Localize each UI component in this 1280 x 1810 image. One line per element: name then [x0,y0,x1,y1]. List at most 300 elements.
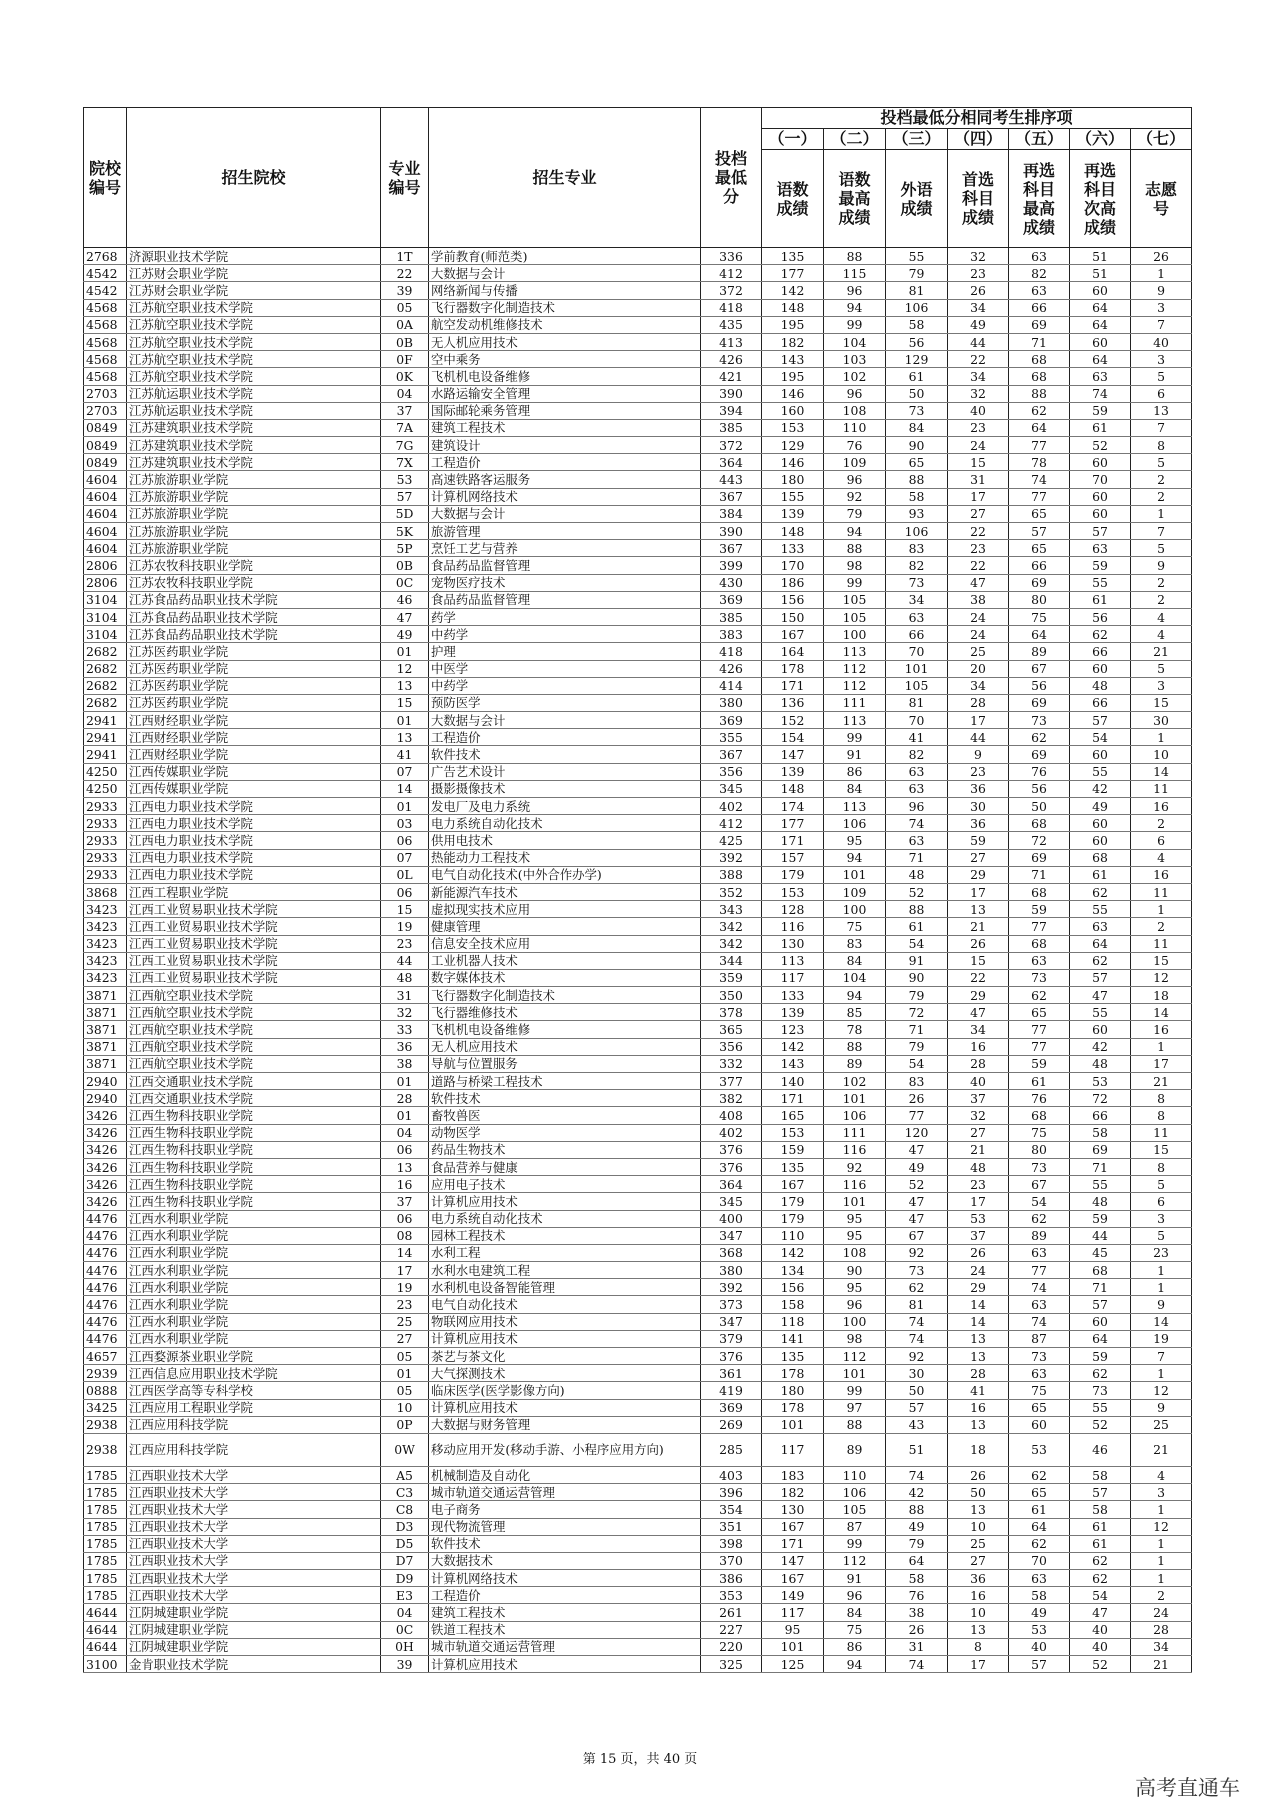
cell-foreign-lang: 88 [886,901,948,918]
watermark-text: 高考直通车 [1135,1776,1240,1800]
cell-major-name: 食品药品监督管理 [429,591,701,608]
sort-item-number: （七） [1131,129,1192,150]
cell-reselect-second: 55 [1070,1004,1131,1021]
cell-foreign-lang: 92 [886,1348,948,1365]
cell-school-name: 江苏航空职业技术学院 [127,316,381,333]
cell-school-name: 江西应用科技学院 [127,1416,381,1433]
cell-chinese-math-max: 113 [824,643,886,660]
cell-chinese-math-max: 84 [824,780,886,797]
cell-reselect-second: 60 [1070,505,1131,522]
cell-reselect-max: 78 [1009,454,1070,471]
table-row [84,1484,1192,1501]
cell-min-score: 361 [701,1365,762,1382]
cell-school-code: 4568 [84,299,127,316]
cell-first-subject: 23 [948,265,1009,282]
cell-school-code: 3423 [84,952,127,969]
cell-chinese-math: 153 [762,1124,824,1141]
cell-chinese-math-max: 88 [824,1038,886,1055]
cell-school-name: 江西水利职业学院 [127,1296,381,1313]
cell-min-score: 430 [701,574,762,591]
cell-school-name: 江西航空职业技术学院 [127,1021,381,1038]
cell-min-score: 356 [701,1038,762,1055]
cell-major-code: 15 [381,694,429,711]
cell-min-score: 373 [701,1296,762,1313]
cell-foreign-lang: 65 [886,454,948,471]
cell-major-code: 0B [381,333,429,350]
cell-reselect-max: 68 [1009,368,1070,385]
cell-school-name: 江西信息应用职业技术学院 [127,1365,381,1382]
cell-reselect-second: 60 [1070,660,1131,677]
cell-major-name: 食品药品监督管理 [429,557,701,574]
cell-chinese-math-max: 100 [824,1313,886,1330]
table-row [84,1621,1192,1638]
cell-major-name: 工程造价 [429,1587,701,1604]
cell-major-code: 16 [381,1176,429,1193]
cell-school-code: 2768 [84,248,127,265]
cell-reselect-second: 48 [1070,1193,1131,1210]
cell-major-code: 36 [381,1038,429,1055]
cell-foreign-lang: 58 [886,316,948,333]
cell-major-name: 烹饪工艺与营养 [429,540,701,557]
cell-school-name: 江西财经职业学院 [127,746,381,763]
cell-school-code: 4604 [84,505,127,522]
cell-major-code: 0H [381,1638,429,1655]
table-row [84,1552,1192,1569]
table-row [84,351,1192,368]
cell-chinese-math-max: 105 [824,1501,886,1518]
cell-first-subject: 17 [948,488,1009,505]
cell-first-subject: 15 [948,454,1009,471]
cell-first-subject: 26 [948,935,1009,952]
cell-school-name: 江苏食品药品职业技术学院 [127,591,381,608]
table-row [84,248,1192,265]
cell-reselect-max: 63 [1009,1570,1070,1587]
cell-major-code: 05 [381,299,429,316]
cell-foreign-lang: 50 [886,385,948,402]
cell-major-code: 01 [381,1107,429,1124]
cell-min-score: 398 [701,1535,762,1552]
cell-first-subject: 36 [948,1570,1009,1587]
cell-min-score: 269 [701,1416,762,1433]
cell-chinese-math: 110 [762,1227,824,1244]
cell-chinese-math-max: 112 [824,1348,886,1365]
cell-reselect-max: 67 [1009,1176,1070,1193]
cell-chinese-math: 116 [762,918,824,935]
cell-major-code: 0C [381,1621,429,1638]
cell-first-subject: 17 [948,883,1009,900]
cell-chinese-math-max: 106 [824,1484,886,1501]
cell-major-code: D5 [381,1535,429,1552]
cell-major-name: 大数据与财务管理 [429,1416,701,1433]
cell-reselect-second: 68 [1070,1262,1131,1279]
cell-min-score: 396 [701,1484,762,1501]
cell-school-name: 江苏航空职业技术学院 [127,299,381,316]
cell-chinese-math: 146 [762,454,824,471]
cell-min-score: 380 [701,1262,762,1279]
cell-major-name: 空中乘务 [429,351,701,368]
cell-min-score: 364 [701,454,762,471]
cell-chinese-math: 135 [762,1348,824,1365]
cell-school-code: 4604 [84,540,127,557]
cell-chinese-math-max: 103 [824,351,886,368]
cell-school-code: 3104 [84,608,127,625]
cell-foreign-lang: 50 [886,1382,948,1399]
cell-preference-no: 4 [1131,608,1192,625]
table-row [84,798,1192,815]
cell-school-code: 2682 [84,694,127,711]
cell-reselect-max: 67 [1009,660,1070,677]
cell-school-code: 4568 [84,333,127,350]
cell-major-name: 移动应用开发(移动手游、小程序应用方向) [429,1433,701,1466]
cell-reselect-second: 69 [1070,1141,1131,1158]
cell-chinese-math: 135 [762,248,824,265]
cell-major-name: 旅游管理 [429,523,701,540]
cell-min-score: 367 [701,746,762,763]
cell-major-name: 电力系统自动化技术 [429,815,701,832]
cell-school-code: 4250 [84,763,127,780]
cell-preference-no: 15 [1131,952,1192,969]
cell-major-name: 工程造价 [429,729,701,746]
cell-reselect-max: 64 [1009,626,1070,643]
cell-major-code: D7 [381,1552,429,1569]
cell-major-name: 水利机电设备智能管理 [429,1279,701,1296]
cell-major-name: 食品营养与健康 [429,1158,701,1175]
cell-school-name: 江苏旅游职业学院 [127,523,381,540]
cell-min-score: 426 [701,660,762,677]
cell-chinese-math-max: 99 [824,1382,886,1399]
cell-chinese-math: 147 [762,746,824,763]
table-row [84,1330,1192,1347]
cell-min-score: 412 [701,265,762,282]
cell-chinese-math: 153 [762,419,824,436]
cell-major-name: 临床医学(医学影像方向) [429,1382,701,1399]
cell-school-name: 江西职业技术大学 [127,1552,381,1569]
cell-chinese-math: 143 [762,351,824,368]
cell-chinese-math: 182 [762,1484,824,1501]
cell-reselect-max: 63 [1009,952,1070,969]
cell-major-code: 31 [381,987,429,1004]
cell-school-code: 3426 [84,1193,127,1210]
cell-school-code: 3426 [84,1107,127,1124]
cell-chinese-math: 142 [762,1038,824,1055]
cell-chinese-math-max: 89 [824,1055,886,1072]
cell-first-subject: 36 [948,815,1009,832]
cell-reselect-second: 66 [1070,643,1131,660]
cell-school-code: 4476 [84,1244,127,1261]
cell-preference-no: 14 [1131,763,1192,780]
table-row [84,952,1192,969]
cell-first-subject: 30 [948,798,1009,815]
table-row [84,866,1192,883]
cell-chinese-math: 117 [762,969,824,986]
cell-reselect-second: 62 [1070,1552,1131,1569]
cell-school-name: 江苏旅游职业学院 [127,540,381,557]
cell-reselect-max: 87 [1009,1330,1070,1347]
cell-reselect-second: 46 [1070,1433,1131,1466]
cell-chinese-math-max: 104 [824,333,886,350]
cell-reselect-max: 50 [1009,798,1070,815]
cell-major-name: 飞机机电设备维修 [429,1021,701,1038]
cell-min-score: 403 [701,1466,762,1483]
cell-chinese-math-max: 101 [824,1090,886,1107]
cell-preference-no: 26 [1131,248,1192,265]
cell-school-code: 2682 [84,677,127,694]
cell-reselect-max: 77 [1009,918,1070,935]
cell-min-score: 261 [701,1604,762,1621]
cell-reselect-second: 48 [1070,677,1131,694]
table-row [84,1433,1192,1466]
cell-school-name: 江西职业技术大学 [127,1587,381,1604]
cell-preference-no: 8 [1131,437,1192,454]
cell-preference-no: 12 [1131,1518,1192,1535]
cell-major-name: 飞行器维修技术 [429,1004,701,1021]
cell-foreign-lang: 31 [886,1638,948,1655]
cell-min-score: 364 [701,1176,762,1193]
cell-chinese-math-max: 98 [824,1330,886,1347]
cell-min-score: 384 [701,505,762,522]
cell-min-score: 390 [701,385,762,402]
cell-chinese-math: 186 [762,574,824,591]
cell-first-subject: 17 [948,1656,1009,1673]
cell-school-name: 江西生物科技职业学院 [127,1158,381,1175]
cell-first-subject: 16 [948,1399,1009,1416]
cell-first-subject: 29 [948,866,1009,883]
cell-reselect-max: 88 [1009,385,1070,402]
cell-reselect-max: 56 [1009,780,1070,797]
cell-first-subject: 32 [948,1107,1009,1124]
cell-first-subject: 10 [948,1604,1009,1621]
cell-reselect-second: 52 [1070,437,1131,454]
header-school-code: 院校编号 [84,108,127,248]
cell-foreign-lang: 38 [886,1604,948,1621]
cell-first-subject: 13 [948,901,1009,918]
cell-chinese-math: 141 [762,1330,824,1347]
cell-reselect-max: 71 [1009,333,1070,350]
cell-school-code: 2806 [84,574,127,591]
sort-item-number: （四） [948,129,1009,150]
cell-first-subject: 47 [948,1004,1009,1021]
cell-reselect-second: 56 [1070,608,1131,625]
cell-foreign-lang: 58 [886,1570,948,1587]
cell-chinese-math-max: 88 [824,248,886,265]
cell-chinese-math-max: 84 [824,1604,886,1621]
cell-school-name: 江西生物科技职业学院 [127,1124,381,1141]
cell-school-code: 3426 [84,1176,127,1193]
cell-school-name: 江苏建筑职业技术学院 [127,419,381,436]
cell-first-subject: 13 [948,1501,1009,1518]
cell-school-code: 2933 [84,866,127,883]
cell-min-score: 227 [701,1621,762,1638]
cell-school-code: 2938 [84,1433,127,1466]
table-row [84,1176,1192,1193]
cell-major-code: 17 [381,1262,429,1279]
cell-reselect-second: 59 [1070,557,1131,574]
cell-chinese-math-max: 112 [824,660,886,677]
table-row [84,608,1192,625]
table-row [84,1348,1192,1365]
cell-major-name: 学前教育(师范类) [429,248,701,265]
cell-foreign-lang: 81 [886,1296,948,1313]
cell-first-subject: 40 [948,1073,1009,1090]
cell-school-code: 4542 [84,265,127,282]
cell-major-name: 计算机网络技术 [429,488,701,505]
cell-first-subject: 13 [948,1621,1009,1638]
cell-chinese-math: 179 [762,1193,824,1210]
cell-chinese-math: 195 [762,368,824,385]
cell-foreign-lang: 26 [886,1621,948,1638]
cell-preference-no: 16 [1131,1021,1192,1038]
cell-chinese-math: 180 [762,1382,824,1399]
cell-school-name: 金肯职业技术学院 [127,1656,381,1673]
cell-first-subject: 13 [948,1330,1009,1347]
cell-reselect-second: 51 [1070,265,1131,282]
cell-school-code: 3423 [84,901,127,918]
cell-chinese-math: 142 [762,282,824,299]
cell-preference-no: 1 [1131,265,1192,282]
cell-reselect-second: 58 [1070,1501,1131,1518]
cell-min-score: 419 [701,1382,762,1399]
cell-major-code: D9 [381,1570,429,1587]
cell-reselect-second: 49 [1070,798,1131,815]
cell-major-code: 0B [381,557,429,574]
cell-chinese-math-max: 95 [824,1227,886,1244]
cell-foreign-lang: 74 [886,815,948,832]
cell-school-name: 江西财经职业学院 [127,712,381,729]
cell-reselect-second: 48 [1070,1055,1131,1072]
table-row [84,1227,1192,1244]
cell-preference-no: 9 [1131,1399,1192,1416]
cell-reselect-second: 64 [1070,299,1131,316]
cell-min-score: 402 [701,798,762,815]
cell-chinese-math-max: 105 [824,608,886,625]
cell-foreign-lang: 129 [886,351,948,368]
table-row [84,935,1192,952]
cell-school-code: 4644 [84,1638,127,1655]
cell-foreign-lang: 81 [886,694,948,711]
cell-chinese-math: 101 [762,1416,824,1433]
cell-reselect-second: 47 [1070,987,1131,1004]
cell-school-name: 江西水利职业学院 [127,1279,381,1296]
cell-reselect-second: 40 [1070,1638,1131,1655]
cell-chinese-math-max: 116 [824,1176,886,1193]
cell-reselect-second: 44 [1070,1227,1131,1244]
cell-major-code: 23 [381,935,429,952]
cell-min-score: 418 [701,643,762,660]
cell-reselect-max: 64 [1009,419,1070,436]
cell-preference-no: 15 [1131,694,1192,711]
cell-min-score: 400 [701,1210,762,1227]
cell-min-score: 426 [701,351,762,368]
cell-preference-no: 11 [1131,935,1192,952]
cell-foreign-lang: 64 [886,1552,948,1569]
sort-item-number: （一） [762,129,824,150]
cell-major-code: 0L [381,866,429,883]
cell-chinese-math: 177 [762,265,824,282]
sort-item-label: 首选科目成绩 [948,150,1009,248]
cell-min-score: 402 [701,1124,762,1141]
cell-chinese-math: 150 [762,608,824,625]
cell-major-code: 07 [381,763,429,780]
cell-foreign-lang: 47 [886,1141,948,1158]
cell-school-code: 2933 [84,815,127,832]
cell-major-name: 大数据与会计 [429,712,701,729]
cell-preference-no: 1 [1131,1262,1192,1279]
cell-first-subject: 24 [948,437,1009,454]
cell-min-score: 376 [701,1348,762,1365]
cell-major-name: 计算机应用技术 [429,1330,701,1347]
cell-chinese-math-max: 110 [824,419,886,436]
cell-school-name: 江西生物科技职业学院 [127,1141,381,1158]
cell-major-code: C8 [381,1501,429,1518]
cell-major-code: 38 [381,1055,429,1072]
cell-preference-no: 8 [1131,1107,1192,1124]
cell-major-code: 03 [381,815,429,832]
cell-school-code: 2703 [84,385,127,402]
cell-reselect-second: 66 [1070,1107,1131,1124]
cell-reselect-max: 73 [1009,1348,1070,1365]
cell-min-score: 388 [701,866,762,883]
cell-reselect-max: 69 [1009,316,1070,333]
cell-foreign-lang: 90 [886,969,948,986]
cell-school-name: 江苏建筑职业技术学院 [127,437,381,454]
cell-school-code: 1785 [84,1466,127,1483]
cell-school-code: 2682 [84,643,127,660]
cell-school-code: 4604 [84,523,127,540]
cell-chinese-math-max: 86 [824,763,886,780]
cell-preference-no: 3 [1131,299,1192,316]
cell-chinese-math-max: 102 [824,1073,886,1090]
table-row [84,660,1192,677]
cell-chinese-math: 170 [762,557,824,574]
cell-min-score: 345 [701,780,762,797]
cell-reselect-max: 75 [1009,608,1070,625]
cell-major-name: 摄影摄像技术 [429,780,701,797]
cell-school-code: 0888 [84,1382,127,1399]
cell-school-name: 江西婺源茶业职业学院 [127,1348,381,1365]
cell-chinese-math: 143 [762,1055,824,1072]
cell-reselect-second: 61 [1070,866,1131,883]
table-row [84,385,1192,402]
cell-min-score: 369 [701,591,762,608]
cell-reselect-max: 72 [1009,832,1070,849]
cell-preference-no: 9 [1131,282,1192,299]
cell-reselect-max: 54 [1009,1193,1070,1210]
cell-school-code: 0849 [84,437,127,454]
cell-chinese-math-max: 86 [824,1638,886,1655]
cell-major-name: 软件技术 [429,746,701,763]
cell-reselect-max: 49 [1009,1604,1070,1621]
cell-reselect-max: 56 [1009,677,1070,694]
cell-chinese-math: 139 [762,505,824,522]
cell-school-name: 江西生物科技职业学院 [127,1176,381,1193]
cell-school-code: 3104 [84,626,127,643]
cell-school-name: 江阴城建职业学院 [127,1638,381,1655]
cell-school-code: 2941 [84,746,127,763]
table-row [84,505,1192,522]
cell-reselect-second: 66 [1070,694,1131,711]
cell-preference-no: 14 [1131,1004,1192,1021]
cell-chinese-math-max: 99 [824,316,886,333]
cell-major-name: 计算机网络技术 [429,1570,701,1587]
cell-chinese-math-max: 97 [824,1399,886,1416]
cell-min-score: 378 [701,1004,762,1021]
cell-chinese-math-max: 88 [824,1416,886,1433]
header-major-code: 专业编号 [381,108,429,248]
cell-school-code: 3871 [84,1021,127,1038]
cell-chinese-math: 171 [762,1535,824,1552]
cell-first-subject: 13 [948,1348,1009,1365]
cell-major-code: 13 [381,677,429,694]
